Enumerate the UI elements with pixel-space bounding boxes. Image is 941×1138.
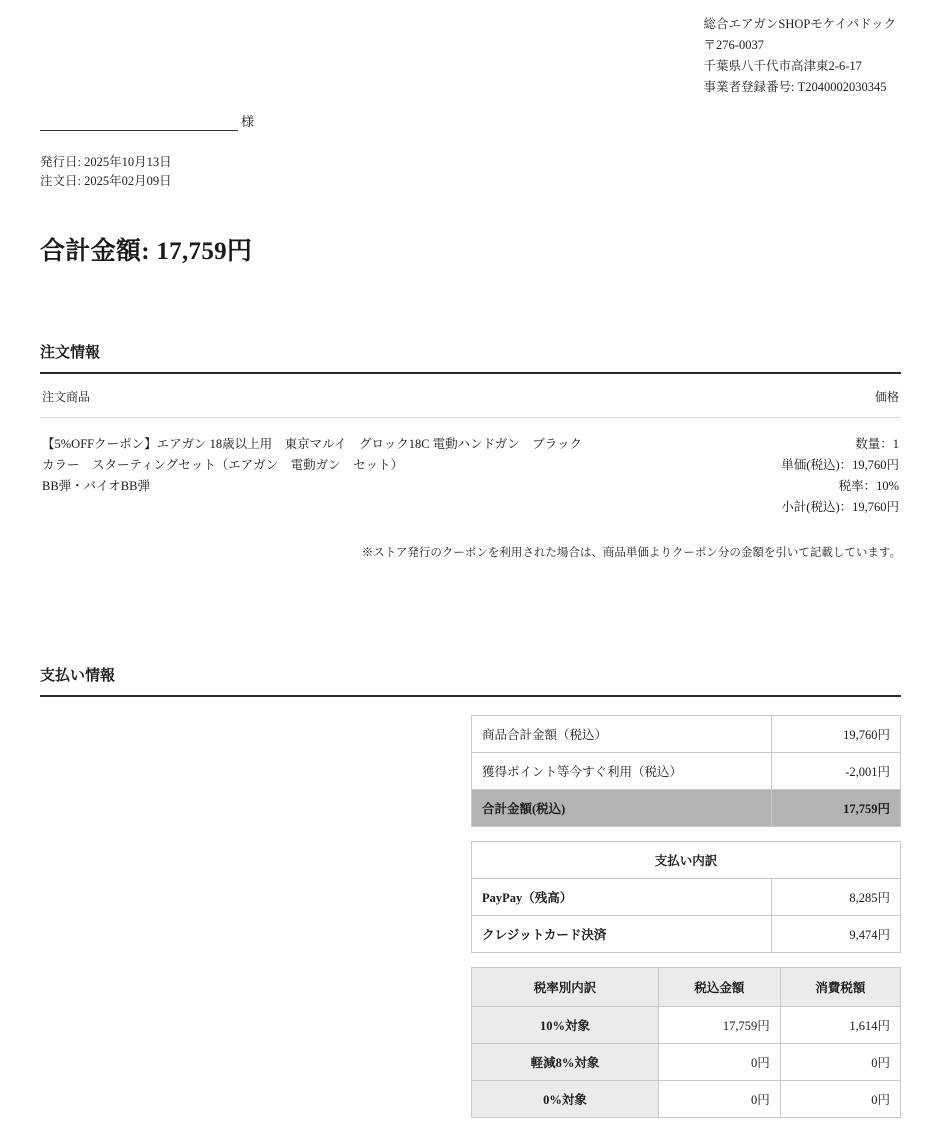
coupon-note: ※ストア発行のクーポンを利用された場合は、商品単価よりクーポン分の金額を引いて記載しています。 bbox=[361, 547, 901, 559]
table-row bbox=[472, 1044, 901, 1081]
tax-col-included: 税込金額 bbox=[659, 968, 781, 1007]
tax-row-included: 17,759円 bbox=[659, 1007, 781, 1044]
tax-row-label: 10%対象 bbox=[472, 1007, 659, 1044]
seller-registration-number: 事業者登録番号: T2040002030345 bbox=[703, 80, 887, 94]
table-header-row bbox=[472, 968, 901, 1007]
payment-summary-table bbox=[471, 715, 901, 827]
document-header bbox=[40, 14, 901, 98]
tax-row-included: 0円 bbox=[659, 1044, 781, 1081]
seller-info bbox=[704, 14, 901, 98]
table-row-total bbox=[472, 790, 901, 827]
order-col-price: 価格 bbox=[874, 390, 899, 404]
tax-row-tax: 0円 bbox=[780, 1081, 900, 1118]
order-table-header bbox=[40, 374, 901, 418]
tax-row-tax: 1,614円 bbox=[780, 1007, 900, 1044]
tax-row-included: 0円 bbox=[659, 1081, 781, 1118]
table-row bbox=[472, 1081, 901, 1118]
addressee-suffix: 様 bbox=[241, 114, 255, 129]
order-subtotal: 小計(税込)：19,760円 bbox=[781, 500, 899, 514]
summary-label: 商品合計金額（税込） bbox=[472, 716, 772, 753]
order-unit-price: 単価(税込)：19,760円 bbox=[781, 458, 899, 472]
order-item-line: BB弾・バイオBB弾 bbox=[42, 479, 150, 493]
payment-section-title: 支払い情報 bbox=[40, 664, 901, 697]
summary-value: 19,760円 bbox=[772, 716, 901, 753]
breakdown-value: 9,474円 bbox=[772, 916, 901, 953]
tax-row-label: 軽減8%対象 bbox=[472, 1044, 659, 1081]
breakdown-header: 支払い内訳 bbox=[472, 842, 901, 879]
order-col-item: 注文商品 bbox=[42, 390, 91, 404]
summary-label: 獲得ポイント等今すぐ利用（税込） bbox=[472, 753, 772, 790]
table-row bbox=[472, 842, 901, 879]
payment-table-stack bbox=[471, 715, 901, 1118]
addressee-row bbox=[40, 110, 901, 131]
order-section bbox=[40, 341, 901, 560]
payment-section bbox=[40, 664, 901, 1118]
order-quantity: 数量：1 bbox=[855, 437, 899, 451]
summary-value: -2,001円 bbox=[772, 753, 901, 790]
order-date: 注文日: 2025年02月09日 bbox=[40, 174, 172, 188]
payment-breakdown-table bbox=[471, 841, 901, 953]
date-block bbox=[40, 153, 901, 191]
table-row bbox=[472, 1007, 901, 1044]
order-item-description bbox=[42, 434, 582, 518]
summary-value-total: 17,759円 bbox=[772, 790, 901, 827]
order-item-line: 【5%OFFクーポン】エアガン 18歳以上用 東京マルイ グロック18C 電動ハンドガン ブラック bbox=[42, 437, 583, 451]
summary-label-total: 合計金額(税込) bbox=[472, 790, 772, 827]
tax-col-category: 税率別内訳 bbox=[472, 968, 659, 1007]
breakdown-value: 8,285円 bbox=[772, 879, 901, 916]
seller-address: 千葉県八千代市高津東2-6-17 bbox=[703, 59, 862, 73]
tax-row-tax: 0円 bbox=[780, 1044, 900, 1081]
order-table-row bbox=[40, 418, 901, 518]
table-row bbox=[472, 916, 901, 953]
order-item-line: カラー スターティングセット（エアガン 電動ガン セット） bbox=[42, 458, 404, 472]
seller-postal-code: 〒276-0037 bbox=[703, 38, 764, 52]
breakdown-label: PayPay（残高） bbox=[472, 879, 772, 916]
table-row bbox=[472, 716, 901, 753]
tax-breakdown-table bbox=[471, 967, 901, 1118]
grand-total: 合計金額: 17,759円 bbox=[40, 238, 253, 265]
table-row bbox=[472, 879, 901, 916]
tax-row-label: 0%対象 bbox=[472, 1081, 659, 1118]
tax-col-tax: 消費税額 bbox=[780, 968, 900, 1007]
seller-name: 総合エアガンSHOPモケイパドック bbox=[703, 17, 896, 31]
order-section-title: 注文情報 bbox=[40, 341, 901, 374]
payment-tables bbox=[40, 715, 901, 1118]
table-row bbox=[472, 753, 901, 790]
addressee-blank-line bbox=[40, 110, 238, 131]
breakdown-label: クレジットカード決済 bbox=[472, 916, 772, 953]
issue-date: 発行日: 2025年10月13日 bbox=[40, 155, 172, 169]
order-tax-rate: 税率：10% bbox=[838, 479, 899, 493]
order-price-details bbox=[781, 434, 899, 518]
